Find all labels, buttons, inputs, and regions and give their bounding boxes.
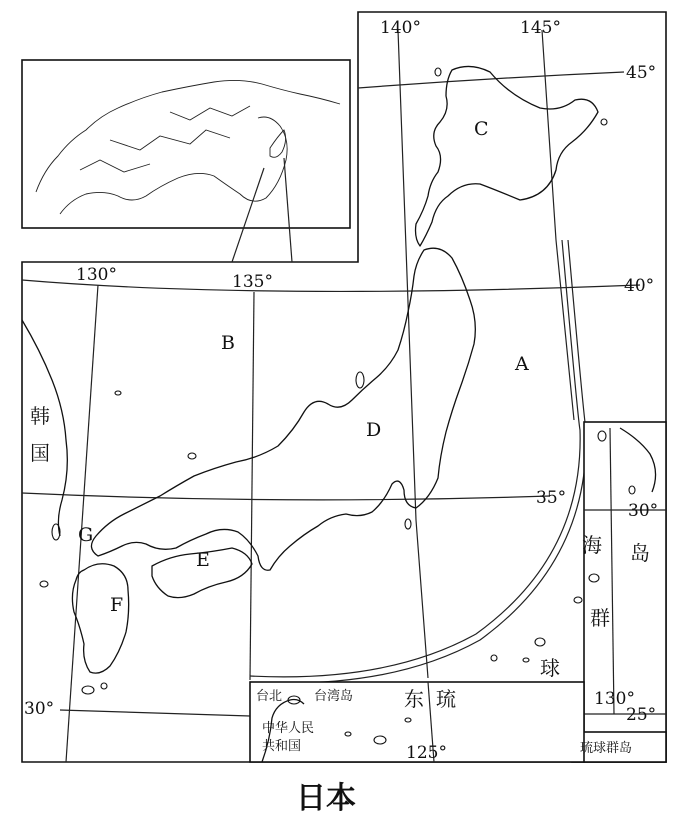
korea-label-2: 国 [30, 441, 50, 465]
region-label-B: B [221, 332, 235, 354]
lat-label-45: 45° [626, 63, 657, 83]
taiwan-char-liu: 琉 [436, 687, 456, 711]
prc-label-1: 中华人民 [262, 721, 315, 736]
region-label-E: E [196, 549, 210, 571]
taipei-label: 台北 [256, 689, 283, 704]
ryukyu-lat30-label: 30° [628, 501, 659, 521]
prc-label-2: 共和国 [262, 739, 302, 754]
ryukyu-lat25-label: 25° [626, 705, 657, 725]
ryukyu-char-dao: 岛 [630, 541, 650, 565]
lat-label-30: 30° [24, 699, 55, 719]
taiwan-lon125-label: 125° [406, 743, 447, 763]
lon-label-145: 145° [520, 18, 561, 38]
ryukyu-char-hai: 海 [582, 533, 602, 557]
region-label-G: G [78, 524, 94, 546]
korea-label-1: 韩 [30, 404, 50, 428]
region-label-D: D [366, 419, 382, 441]
ryukyu-caption: 琉球群岛 [580, 741, 633, 756]
lon-label-140: 140° [380, 18, 421, 38]
lat-label-35: 35° [536, 488, 567, 508]
region-label-C: C [474, 118, 489, 140]
map-title: 日本 [296, 781, 356, 816]
lon-label-135: 135° [232, 272, 273, 292]
region-label-F: F [110, 594, 124, 616]
ryukyu-char-qun: 群 [590, 606, 610, 630]
region-label-A: A [515, 353, 529, 375]
taiwan-island-label: 台湾岛 [314, 689, 354, 704]
lat-label-40: 40° [624, 276, 655, 296]
ryukyu-char-qiu: 球 [540, 656, 560, 680]
taiwan-char-dong: 东 [404, 687, 424, 711]
ryukyu-lon130-label: 130° [594, 689, 635, 709]
lon-label-130: 130° [76, 265, 117, 285]
